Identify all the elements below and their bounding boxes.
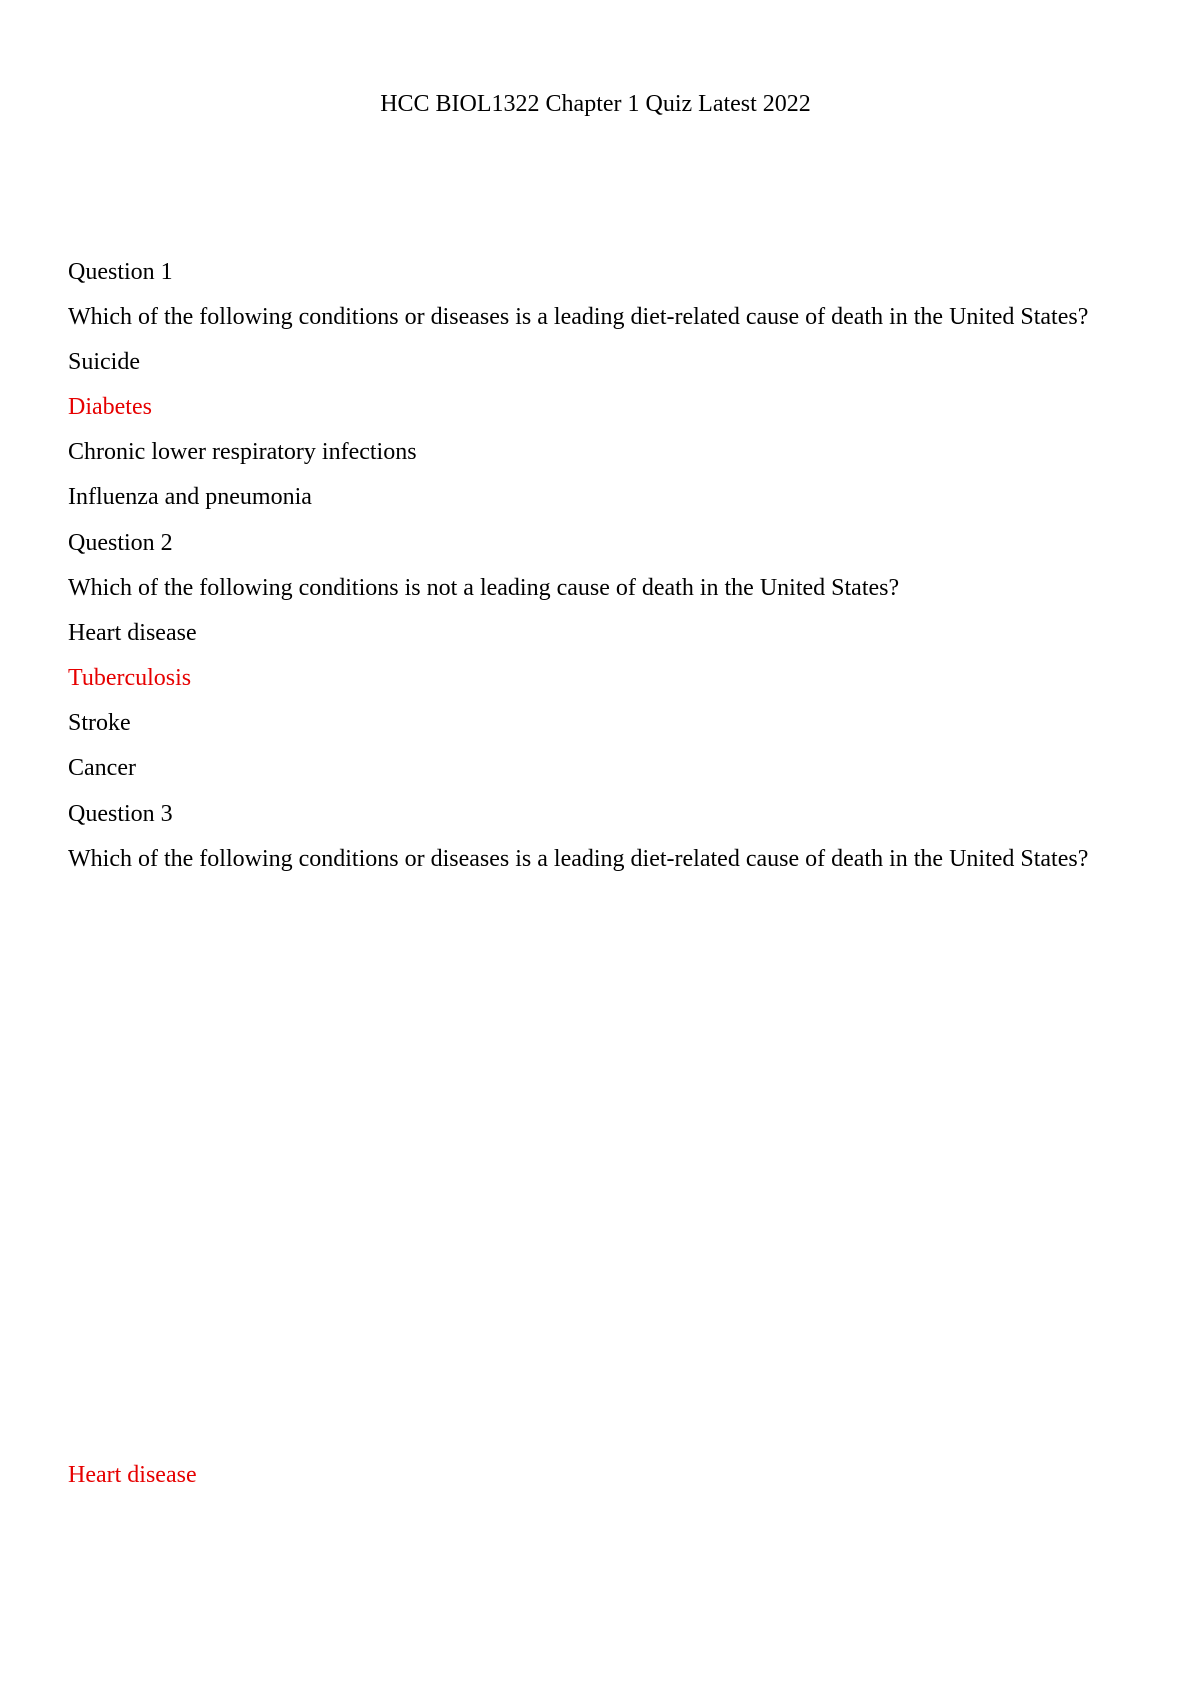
question-2-option-3: Stroke xyxy=(68,710,131,736)
document-title: HCC BIOL1322 Chapter 1 Quiz Latest 2022 xyxy=(380,91,811,117)
question-3-option-1-correct: Heart disease xyxy=(68,1462,197,1488)
question-1-option-4: Influenza and pneumonia xyxy=(68,484,312,510)
question-2-prompt: Which of the following conditions is not a leading cause of death in the United States? xyxy=(68,575,900,601)
question-3-label: Question 3 xyxy=(68,801,173,827)
question-1-label: Question 1 xyxy=(68,259,173,285)
question-3-prompt: Which of the following conditions or diseases is a leading diet-related cause of death in the United States? xyxy=(68,846,1089,872)
question-2-option-1: Heart disease xyxy=(68,620,197,646)
question-1-option-2-correct: Diabetes xyxy=(68,394,152,420)
question-1-option-3: Chronic lower respiratory infections xyxy=(68,439,417,465)
question-2-option-4: Cancer xyxy=(68,755,136,781)
question-2-label: Question 2 xyxy=(68,530,173,556)
question-1-prompt: Which of the following conditions or diseases is a leading diet-related cause of death in the United States? xyxy=(68,304,1089,330)
question-1-option-1: Suicide xyxy=(68,349,140,375)
question-2-option-2-correct: Tuberculosis xyxy=(68,665,192,691)
